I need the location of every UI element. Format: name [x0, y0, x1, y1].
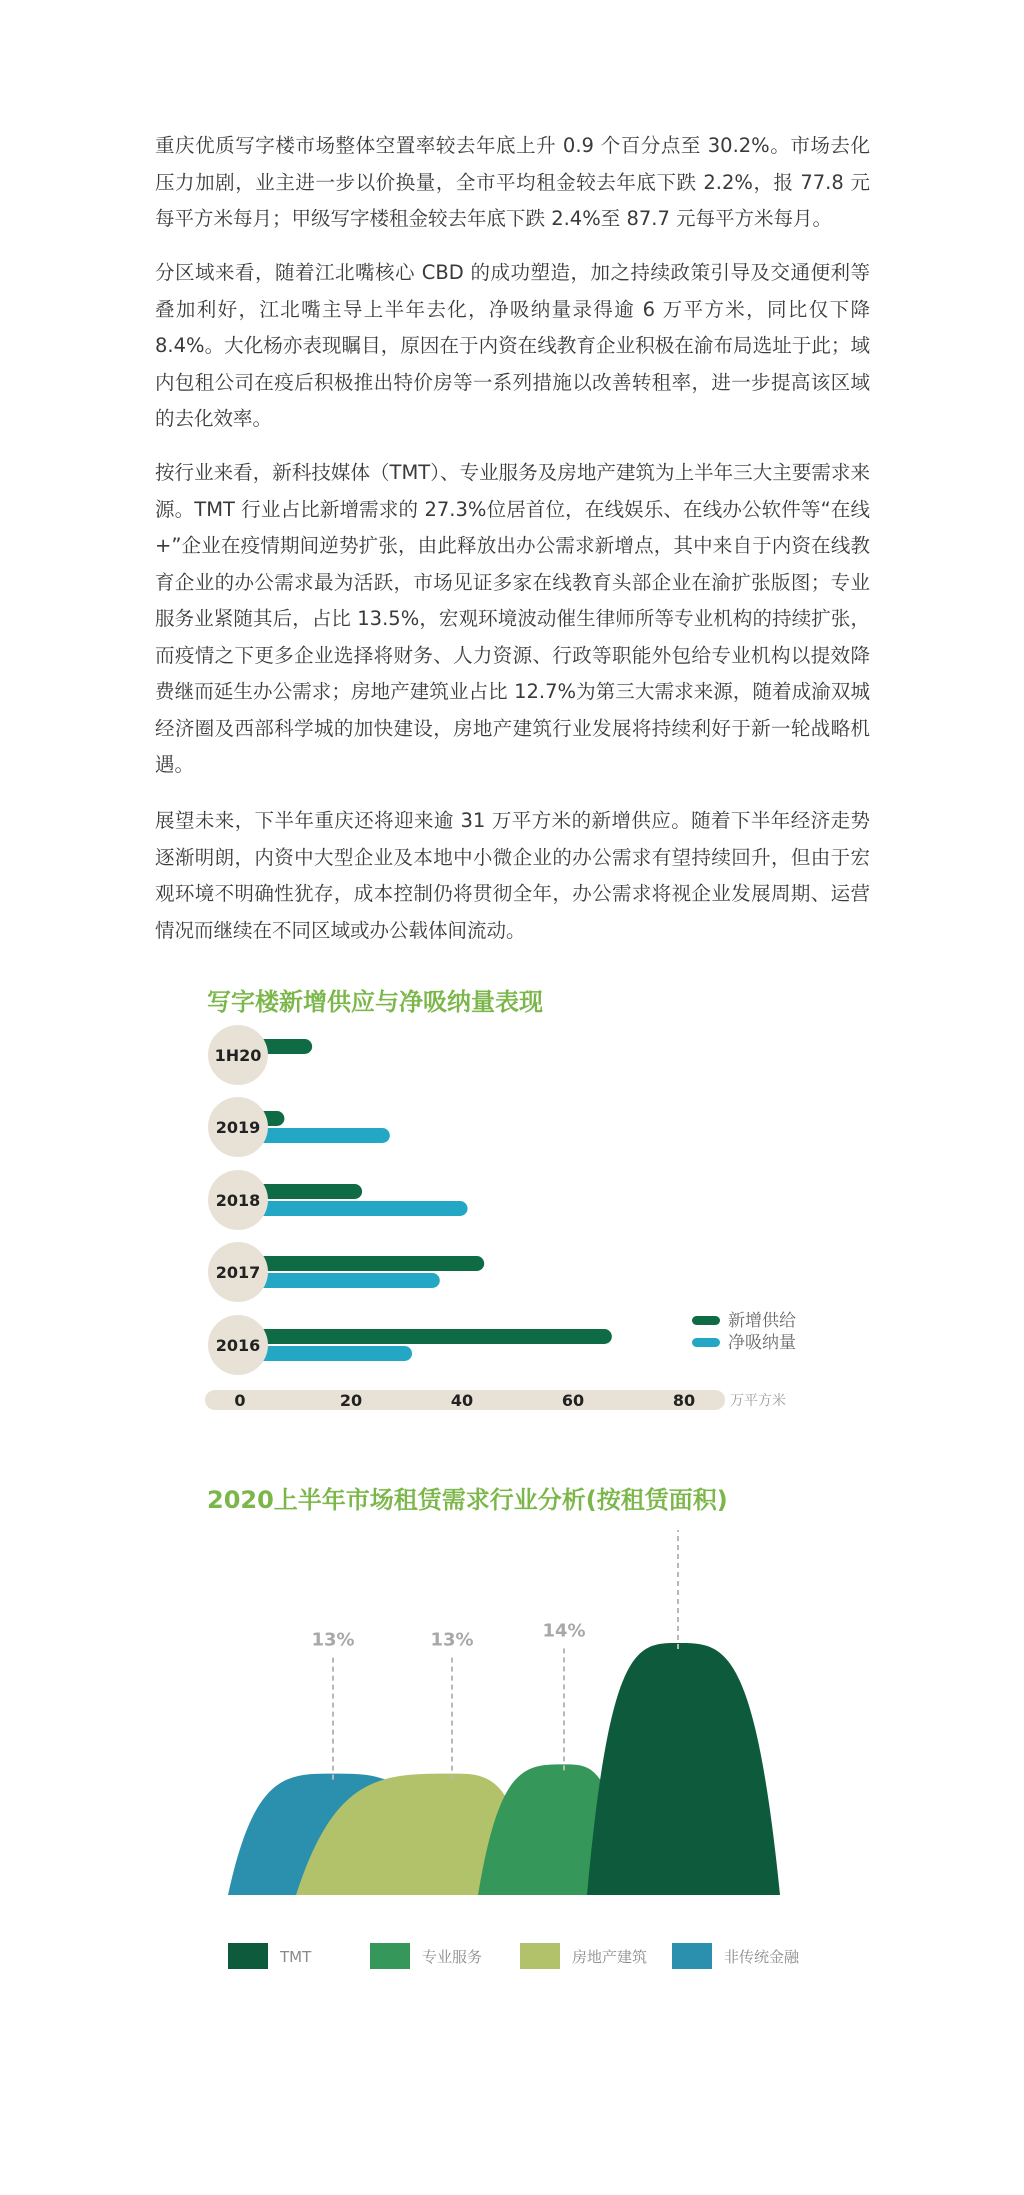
- year-label-2016: 2016: [215, 1336, 261, 1355]
- x-tick-label-0: 0: [234, 1391, 246, 1410]
- legend-swatch-专业服务: [370, 1943, 410, 1969]
- x-tick-label-1: 20: [339, 1391, 363, 1410]
- supply-bar-2017: [232, 1256, 484, 1271]
- legend-swatch-TMT: [228, 1943, 268, 1969]
- industry-demand-area-chart: [0, 1530, 1024, 1990]
- area-value-label-非传统金融: 13%: [311, 1629, 355, 1651]
- paragraph-outlook: 展望未来，下半年重庆还将迎来逾 31 万平方米的新增供应。随着下半年经济走势逐渐明朗，内资中大型企业及本地中小微企业的办公需求有望持续回升，但由于宏观环境不明确性犹存，成本控制仍将贯彻全年，办公需求将视企业发展周期、运营情况而继续在不同区域或办公载体间流动。: [155, 809, 870, 942]
- x-tick-label-4: 80: [672, 1391, 696, 1410]
- year-label-2018: 2018: [215, 1191, 261, 1210]
- legend-label-专业服务: 专业服务: [422, 1948, 483, 1966]
- supply-bar-2016: [232, 1329, 612, 1344]
- area-chart-title: 2020上半年市场租赁需求行业分析(按租赁面积): [207, 1486, 728, 1514]
- area-value-label-房地产建筑: 13%: [430, 1629, 474, 1651]
- paragraph-industry: 按行业来看，新科技媒体（TMT）、专业服务及房地产建筑为上半年三大主要需求来源。TMT 行业占比新增需求的 27.3%位居首位，在线娱乐、在线办公软件等“在线+”企业在疫情期间逆势扩张，由此释放出办公需求新增点，其中来自于内资在线教育企业的办公需求最为活跃，市场见证多家在线教育头部企业在渝扩张版图；专业服务业紧随其后，占比 13.5%，宏观环境波动催生律师所等专业机构的持续扩张，而疫情之下更多企业选择将财务、人力资源、行政等职能外包给专业机构以提效降费继而延生办公需求；房地产建筑业占比 12.7%为第三大需求来源，随着成渝双城经济圈及西部科学城的加快建设，房地产建筑行业发展将持续利好于新一轮战略机遇。: [155, 461, 870, 776]
- legend-label-非传统金融: 非传统金融: [724, 1948, 800, 1966]
- paragraph-regional: 分区域来看，随着江北嘴核心 CBD 的成功塑造，加之持续政策引导及交通便利等叠加利好，江北嘴主导上半年去化，净吸纳量录得逾 6 万平方米，同比仅下降 8.4%。大化杨亦表现瞩目，原因在于内资在线教育企业积极在渝布局选址于此；域内包租公司在疫后积极推出特价房等一系列措施以改善转租率，进一步提高该区域的去化效率。: [155, 261, 870, 430]
- paragraph-vacancy: 重庆优质写字楼市场整体空置率较去年底上升 0.9 个百分点至 30.2%。市场去化压力加剧，业主进一步以价换量，全市平均租金较去年底下跌 2.2%，报 77.8 元每平方米每月；甲级写字楼租金较去年底下跌 2.4%至 87.7 元每平方米每月。: [155, 134, 870, 230]
- year-label-2019: 2019: [215, 1118, 261, 1137]
- bar-chart-title: 写字楼新增供应与净吸纳量表现: [207, 988, 543, 1016]
- legend-label-1: 净吸纳量: [728, 1333, 796, 1353]
- legend-label-TMT: TMT: [280, 1948, 312, 1966]
- supply-absorption-bar-chart: [0, 1020, 1024, 1440]
- legend-swatch-1: [692, 1338, 720, 1347]
- year-label-1H20: 1H20: [214, 1046, 262, 1065]
- legend-label-房地产建筑: 房地产建筑: [572, 1948, 648, 1966]
- area-value-label-专业服务: 14%: [542, 1620, 586, 1642]
- legend-swatch-0: [692, 1316, 720, 1325]
- legend-label-0: 新增供给: [728, 1311, 796, 1331]
- area-TMT: [587, 1643, 780, 1895]
- x-tick-label-2: 40: [450, 1391, 474, 1410]
- x-tick-label-3: 60: [561, 1391, 585, 1410]
- year-label-2017: 2017: [215, 1263, 261, 1282]
- legend-swatch-房地产建筑: [520, 1943, 560, 1969]
- x-axis-unit: 万平方米: [730, 1393, 786, 1409]
- legend-swatch-非传统金融: [672, 1943, 712, 1969]
